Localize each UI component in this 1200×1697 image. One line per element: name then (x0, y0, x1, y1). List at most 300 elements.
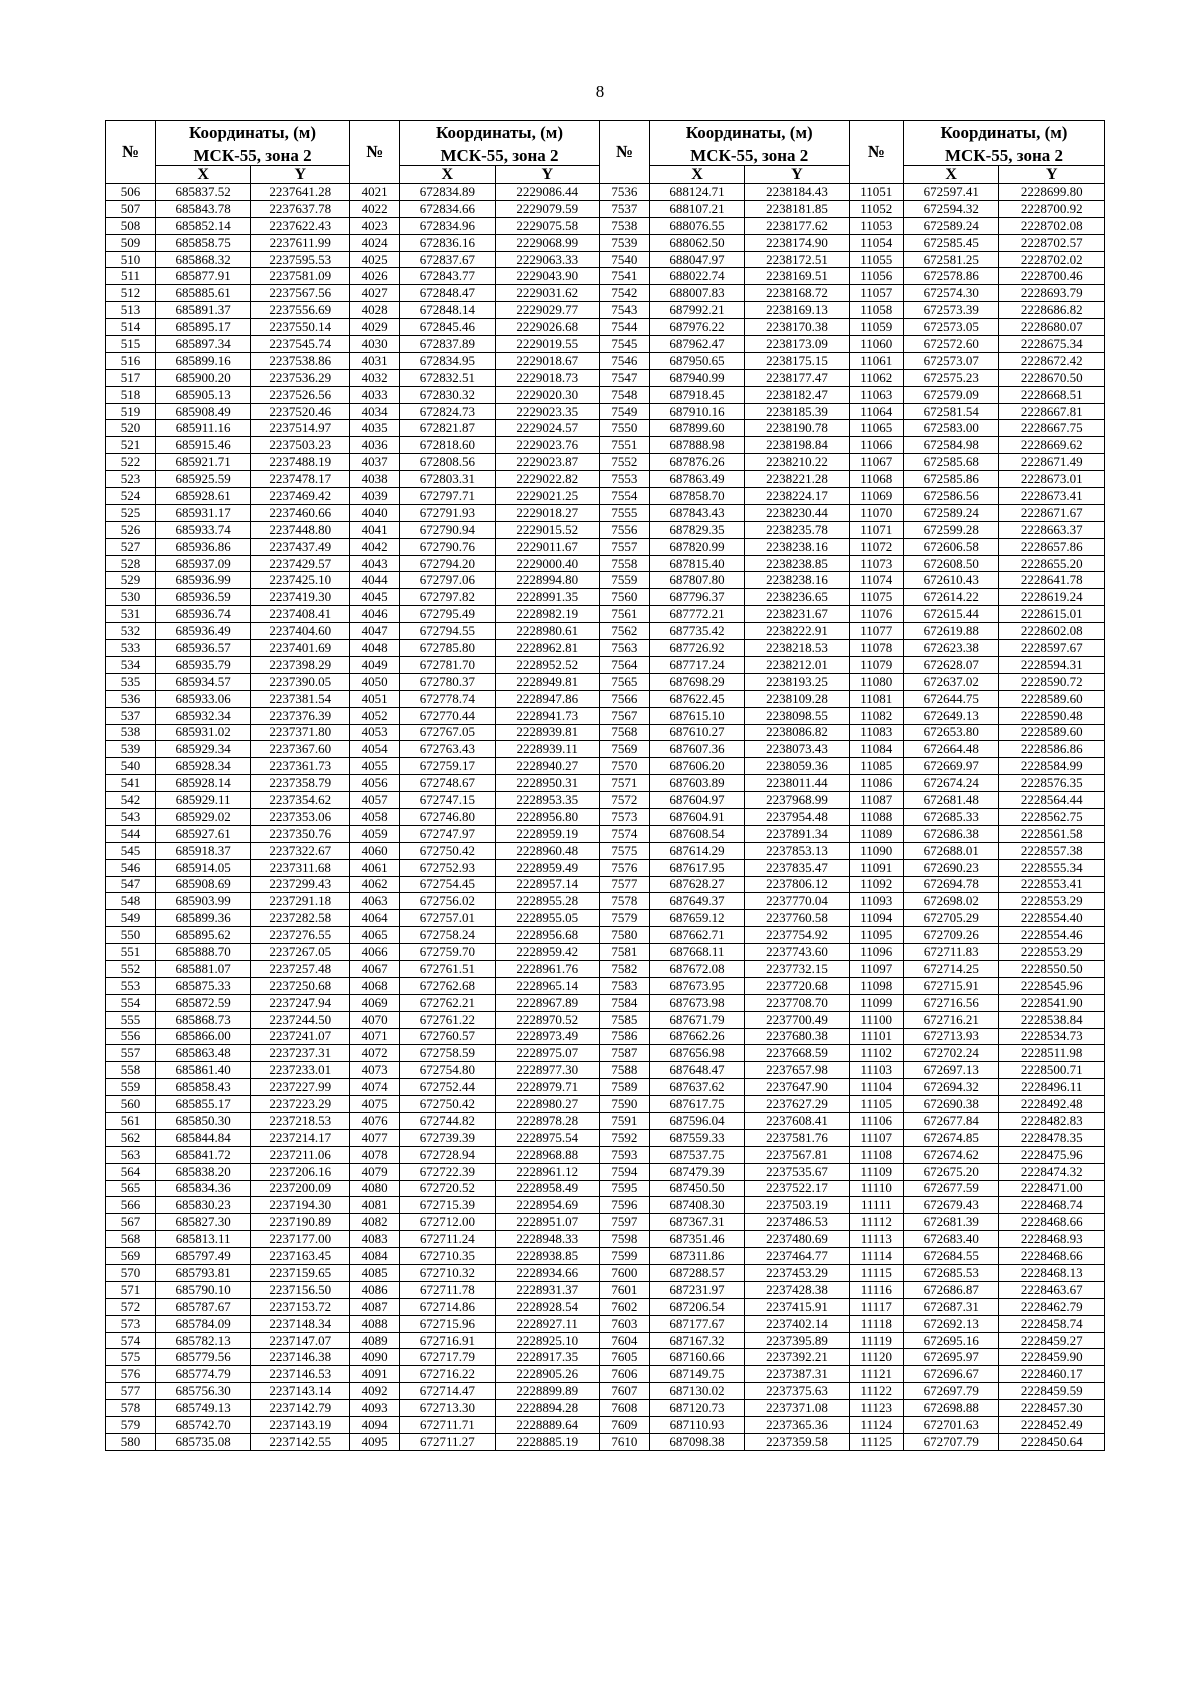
point-number: 518 (106, 386, 156, 403)
x-coordinate: 687648.47 (649, 1062, 744, 1079)
point-number: 536 (106, 690, 156, 707)
y-coordinate: 2228619.24 (999, 589, 1105, 606)
table-row (106, 555, 1105, 572)
x-coordinate: 687950.65 (649, 352, 744, 369)
point-number: 538 (106, 724, 156, 741)
table-row (106, 1214, 1105, 1231)
x-coordinate: 672763.43 (400, 741, 495, 758)
y-coordinate: 2228928.54 (495, 1298, 599, 1315)
y-coordinate: 2228951.07 (495, 1214, 599, 1231)
y-coordinate: 2228693.79 (999, 285, 1105, 302)
x-coordinate: 685899.36 (155, 910, 250, 927)
table-header (106, 121, 1105, 184)
point-number: 7582 (599, 960, 649, 977)
point-number: 11108 (849, 1146, 903, 1163)
table-row (106, 471, 1105, 488)
x-coordinate: 687177.67 (649, 1315, 744, 1332)
y-coordinate: 2228979.71 (495, 1079, 599, 1096)
y-coordinate: 2228700.92 (999, 200, 1105, 217)
x-coordinate: 687899.60 (649, 420, 744, 437)
y-coordinate: 2228994.80 (495, 572, 599, 589)
x-coordinate: 672679.43 (903, 1197, 998, 1214)
x-coordinate: 672848.47 (400, 285, 495, 302)
x-coordinate: 685841.72 (155, 1146, 250, 1163)
y-coordinate: 2228669.62 (999, 437, 1105, 454)
table-row (106, 437, 1105, 454)
y-coordinate: 2228899.89 (495, 1383, 599, 1400)
x-coordinate: 687479.39 (649, 1163, 744, 1180)
x-coordinate: 685861.40 (155, 1062, 250, 1079)
coordinates-table (105, 120, 1105, 1451)
y-coordinate: 2237415.91 (745, 1298, 849, 1315)
y-coordinate: 2238238.16 (745, 572, 849, 589)
point-number: 533 (106, 640, 156, 657)
x-coordinate: 685934.57 (155, 673, 250, 690)
point-number: 535 (106, 673, 156, 690)
y-coordinate: 2229079.59 (495, 200, 599, 217)
point-number: 11053 (849, 217, 903, 234)
y-coordinate: 2229043.90 (495, 268, 599, 285)
x-coordinate: 672794.20 (400, 555, 495, 572)
point-number: 7581 (599, 944, 649, 961)
table-row (106, 1062, 1105, 1079)
y-coordinate: 2237146.38 (251, 1349, 350, 1366)
y-coordinate: 2228468.74 (999, 1197, 1105, 1214)
table-row (106, 200, 1105, 217)
x-coordinate: 672711.71 (400, 1417, 495, 1434)
x-coordinate: 687607.36 (649, 741, 744, 758)
point-number: 520 (106, 420, 156, 437)
y-coordinate: 2229068.99 (495, 234, 599, 251)
y-coordinate: 2228686.82 (999, 302, 1105, 319)
y-coordinate: 2228970.52 (495, 1011, 599, 1028)
x-coordinate: 687796.37 (649, 589, 744, 606)
table-row (106, 420, 1105, 437)
y-coordinate: 2237148.34 (251, 1315, 350, 1332)
x-coordinate: 687628.27 (649, 876, 744, 893)
point-number: 4035 (350, 420, 400, 437)
x-coordinate: 672722.39 (400, 1163, 495, 1180)
point-number: 11064 (849, 403, 903, 420)
header-coordinates-title: Координаты, (м) (400, 121, 600, 146)
x-coordinate: 687120.73 (649, 1400, 744, 1417)
x-coordinate: 672711.24 (400, 1231, 495, 1248)
table-body (106, 184, 1105, 1451)
point-number: 7560 (599, 589, 649, 606)
x-coordinate: 672752.44 (400, 1079, 495, 1096)
y-coordinate: 2237480.69 (745, 1231, 849, 1248)
x-coordinate: 687596.04 (649, 1112, 744, 1129)
point-number: 4055 (350, 758, 400, 775)
x-coordinate: 672713.30 (400, 1400, 495, 1417)
point-number: 11104 (849, 1079, 903, 1096)
y-coordinate: 2228673.41 (999, 488, 1105, 505)
table-row (106, 352, 1105, 369)
y-coordinate: 2237464.77 (745, 1248, 849, 1265)
point-number: 4086 (350, 1281, 400, 1298)
point-number: 525 (106, 504, 156, 521)
point-number: 4034 (350, 403, 400, 420)
x-coordinate: 687858.70 (649, 488, 744, 505)
point-number: 11051 (849, 184, 903, 201)
y-coordinate: 2237367.60 (251, 741, 350, 758)
y-coordinate: 2228538.84 (999, 1011, 1105, 1028)
x-coordinate: 685774.79 (155, 1366, 250, 1383)
x-coordinate: 685911.16 (155, 420, 250, 437)
y-coordinate: 2237291.18 (251, 893, 350, 910)
header-coordinates-title: Координаты, (м) (649, 121, 849, 146)
x-coordinate: 687668.11 (649, 944, 744, 961)
y-coordinate: 2228961.12 (495, 1163, 599, 1180)
x-coordinate: 685895.62 (155, 927, 250, 944)
x-coordinate: 687367.31 (649, 1214, 744, 1231)
y-coordinate: 2228474.32 (999, 1163, 1105, 1180)
x-coordinate: 685918.37 (155, 842, 250, 859)
point-number: 7543 (599, 302, 649, 319)
x-coordinate: 672644.75 (903, 690, 998, 707)
x-coordinate: 687160.66 (649, 1349, 744, 1366)
x-coordinate: 687820.99 (649, 538, 744, 555)
point-number: 11069 (849, 488, 903, 505)
y-coordinate: 2228955.28 (495, 893, 599, 910)
header-coordinates-title: Координаты, (м) (903, 121, 1104, 146)
x-coordinate: 685888.70 (155, 944, 250, 961)
x-coordinate: 672690.38 (903, 1096, 998, 1113)
y-coordinate: 2228889.64 (495, 1417, 599, 1434)
point-number: 4058 (350, 808, 400, 825)
x-coordinate: 685813.11 (155, 1231, 250, 1248)
point-number: 573 (106, 1315, 156, 1332)
y-coordinate: 2237322.67 (251, 842, 350, 859)
y-coordinate: 2238168.72 (745, 285, 849, 302)
x-coordinate: 672770.44 (400, 707, 495, 724)
y-coordinate: 2228975.54 (495, 1129, 599, 1146)
x-coordinate: 687815.40 (649, 555, 744, 572)
y-coordinate: 2237641.28 (251, 184, 350, 201)
header-x: X (903, 166, 998, 184)
y-coordinate: 2228939.81 (495, 724, 599, 741)
point-number: 508 (106, 217, 156, 234)
x-coordinate: 672758.59 (400, 1045, 495, 1062)
y-coordinate: 2228949.81 (495, 673, 599, 690)
y-coordinate: 2237392.21 (745, 1349, 849, 1366)
header-y: Y (999, 166, 1105, 184)
point-number: 7571 (599, 775, 649, 792)
y-coordinate: 2237143.14 (251, 1383, 350, 1400)
y-coordinate: 2228459.90 (999, 1349, 1105, 1366)
table-row (106, 758, 1105, 775)
x-coordinate: 672649.13 (903, 707, 998, 724)
point-number: 4048 (350, 640, 400, 657)
x-coordinate: 672834.89 (400, 184, 495, 201)
point-number: 522 (106, 454, 156, 471)
y-coordinate: 2237503.19 (745, 1197, 849, 1214)
x-coordinate: 687659.12 (649, 910, 744, 927)
y-coordinate: 2228700.46 (999, 268, 1105, 285)
point-number: 519 (106, 403, 156, 420)
x-coordinate: 672757.01 (400, 910, 495, 927)
y-coordinate: 2237514.97 (251, 420, 350, 437)
x-coordinate: 685935.79 (155, 656, 250, 673)
x-coordinate: 688007.83 (649, 285, 744, 302)
y-coordinate: 2237657.98 (745, 1062, 849, 1079)
y-coordinate: 2238172.51 (745, 251, 849, 268)
point-number: 4032 (350, 369, 400, 386)
y-coordinate: 2228927.11 (495, 1315, 599, 1332)
y-coordinate: 2238181.85 (745, 200, 849, 217)
point-number: 11112 (849, 1214, 903, 1231)
x-coordinate: 672710.35 (400, 1248, 495, 1265)
header-number: № (849, 121, 903, 184)
x-coordinate: 687450.50 (649, 1180, 744, 1197)
x-coordinate: 687843.43 (649, 504, 744, 521)
y-coordinate: 2238109.28 (745, 690, 849, 707)
point-number: 7550 (599, 420, 649, 437)
x-coordinate: 672834.96 (400, 217, 495, 234)
y-coordinate: 2238184.43 (745, 184, 849, 201)
x-coordinate: 672628.07 (903, 656, 998, 673)
point-number: 11113 (849, 1231, 903, 1248)
point-number: 4054 (350, 741, 400, 758)
x-coordinate: 672747.15 (400, 792, 495, 809)
y-coordinate: 2237190.89 (251, 1214, 350, 1231)
x-coordinate: 688047.97 (649, 251, 744, 268)
point-number: 4021 (350, 184, 400, 201)
table-row (106, 606, 1105, 623)
point-number: 554 (106, 994, 156, 1011)
y-coordinate: 2228668.51 (999, 386, 1105, 403)
x-coordinate: 685834.36 (155, 1180, 250, 1197)
x-coordinate: 685838.20 (155, 1163, 250, 1180)
y-coordinate: 2237700.49 (745, 1011, 849, 1028)
x-coordinate: 685928.61 (155, 488, 250, 505)
x-coordinate: 672720.52 (400, 1180, 495, 1197)
point-number: 11068 (849, 471, 903, 488)
point-number: 11061 (849, 352, 903, 369)
point-number: 7577 (599, 876, 649, 893)
point-number: 4051 (350, 690, 400, 707)
point-number: 11103 (849, 1062, 903, 1079)
point-number: 528 (106, 555, 156, 572)
y-coordinate: 2237708.70 (745, 994, 849, 1011)
y-coordinate: 2237142.79 (251, 1400, 350, 1417)
y-coordinate: 2228511.98 (999, 1045, 1105, 1062)
x-coordinate: 687231.97 (649, 1281, 744, 1298)
y-coordinate: 2238193.25 (745, 673, 849, 690)
x-coordinate: 672606.58 (903, 538, 998, 555)
y-coordinate: 2228885.19 (495, 1433, 599, 1450)
table-row (106, 808, 1105, 825)
y-coordinate: 2228941.73 (495, 707, 599, 724)
y-coordinate: 2228663.37 (999, 521, 1105, 538)
point-number: 11119 (849, 1332, 903, 1349)
y-coordinate: 2228584.99 (999, 758, 1105, 775)
point-number: 565 (106, 1180, 156, 1197)
point-number: 11093 (849, 893, 903, 910)
table-row (106, 640, 1105, 657)
x-coordinate: 685782.13 (155, 1332, 250, 1349)
point-number: 540 (106, 758, 156, 775)
header-coordinate-system: МСК-55, зона 2 (155, 145, 349, 166)
y-coordinate: 2237954.48 (745, 808, 849, 825)
point-number: 569 (106, 1248, 156, 1265)
point-number: 544 (106, 825, 156, 842)
x-coordinate: 672688.01 (903, 842, 998, 859)
x-coordinate: 685756.30 (155, 1383, 250, 1400)
x-coordinate: 687726.92 (649, 640, 744, 657)
x-coordinate: 685914.05 (155, 859, 250, 876)
point-number: 545 (106, 842, 156, 859)
x-coordinate: 685897.34 (155, 336, 250, 353)
point-number: 516 (106, 352, 156, 369)
x-coordinate: 672803.31 (400, 471, 495, 488)
x-coordinate: 687807.80 (649, 572, 744, 589)
y-coordinate: 2228550.50 (999, 960, 1105, 977)
x-coordinate: 672834.66 (400, 200, 495, 217)
table-row (106, 1146, 1105, 1163)
y-coordinate: 2228671.67 (999, 504, 1105, 521)
point-number: 4088 (350, 1315, 400, 1332)
table-row (106, 673, 1105, 690)
y-coordinate: 2237282.58 (251, 910, 350, 927)
x-coordinate: 672619.88 (903, 623, 998, 640)
point-number: 7552 (599, 454, 649, 471)
x-coordinate: 672709.26 (903, 927, 998, 944)
y-coordinate: 2237522.17 (745, 1180, 849, 1197)
header-number: № (106, 121, 156, 184)
x-coordinate: 685908.49 (155, 403, 250, 420)
y-coordinate: 2237556.69 (251, 302, 350, 319)
x-coordinate: 685932.34 (155, 707, 250, 724)
x-coordinate: 687617.75 (649, 1096, 744, 1113)
x-coordinate: 672599.28 (903, 521, 998, 538)
point-number: 4076 (350, 1112, 400, 1129)
header-y: Y (745, 166, 849, 184)
x-coordinate: 687662.26 (649, 1028, 744, 1045)
y-coordinate: 2228702.02 (999, 251, 1105, 268)
point-number: 4071 (350, 1028, 400, 1045)
point-number: 4040 (350, 504, 400, 521)
point-number: 4026 (350, 268, 400, 285)
x-coordinate: 672716.91 (400, 1332, 495, 1349)
x-coordinate: 687940.99 (649, 369, 744, 386)
point-number: 570 (106, 1265, 156, 1282)
point-number: 4089 (350, 1332, 400, 1349)
table-row (106, 960, 1105, 977)
x-coordinate: 685868.32 (155, 251, 250, 268)
x-coordinate: 672744.82 (400, 1112, 495, 1129)
y-coordinate: 2237359.58 (745, 1433, 849, 1450)
point-number: 7603 (599, 1315, 649, 1332)
x-coordinate: 672710.32 (400, 1265, 495, 1282)
x-coordinate: 687617.95 (649, 859, 744, 876)
point-number: 513 (106, 302, 156, 319)
point-number: 561 (106, 1112, 156, 1129)
point-number: 523 (106, 471, 156, 488)
x-coordinate: 672715.39 (400, 1197, 495, 1214)
y-coordinate: 2237754.92 (745, 927, 849, 944)
x-coordinate: 687717.24 (649, 656, 744, 673)
x-coordinate: 672713.93 (903, 1028, 998, 1045)
point-number: 4060 (350, 842, 400, 859)
point-number: 7604 (599, 1332, 649, 1349)
point-number: 11111 (849, 1197, 903, 1214)
x-coordinate: 685844.84 (155, 1129, 250, 1146)
point-number: 7591 (599, 1112, 649, 1129)
point-number: 7578 (599, 893, 649, 910)
point-number: 7589 (599, 1079, 649, 1096)
x-coordinate: 688124.71 (649, 184, 744, 201)
x-coordinate: 672707.79 (903, 1433, 998, 1450)
x-coordinate: 672608.50 (903, 555, 998, 572)
point-number: 4028 (350, 302, 400, 319)
y-coordinate: 2228468.66 (999, 1214, 1105, 1231)
point-number: 11073 (849, 555, 903, 572)
y-coordinate: 2237401.69 (251, 640, 350, 657)
y-coordinate: 2237299.43 (251, 876, 350, 893)
table-row (106, 825, 1105, 842)
table-row (106, 741, 1105, 758)
x-coordinate: 687606.20 (649, 758, 744, 775)
y-coordinate: 2228975.07 (495, 1045, 599, 1062)
table-row (106, 1248, 1105, 1265)
point-number: 553 (106, 977, 156, 994)
y-coordinate: 2237218.53 (251, 1112, 350, 1129)
x-coordinate: 685936.86 (155, 538, 250, 555)
x-coordinate: 672698.02 (903, 893, 998, 910)
point-number: 558 (106, 1062, 156, 1079)
x-coordinate: 672692.13 (903, 1315, 998, 1332)
point-number: 562 (106, 1129, 156, 1146)
table-row (106, 1433, 1105, 1450)
point-number: 11080 (849, 673, 903, 690)
point-number: 11115 (849, 1265, 903, 1282)
x-coordinate: 685900.20 (155, 369, 250, 386)
x-coordinate: 672818.60 (400, 437, 495, 454)
point-number: 7554 (599, 488, 649, 505)
y-coordinate: 2237428.38 (745, 1281, 849, 1298)
table-row (106, 1129, 1105, 1146)
x-coordinate: 672797.06 (400, 572, 495, 589)
x-coordinate: 687537.75 (649, 1146, 744, 1163)
y-coordinate: 2228554.46 (999, 927, 1105, 944)
x-coordinate: 672677.59 (903, 1180, 998, 1197)
y-coordinate: 2228482.83 (999, 1112, 1105, 1129)
header-coordinate-system: МСК-55, зона 2 (649, 145, 849, 166)
table-row (106, 454, 1105, 471)
y-coordinate: 2237581.09 (251, 268, 350, 285)
y-coordinate: 2228952.52 (495, 656, 599, 673)
y-coordinate: 2237381.54 (251, 690, 350, 707)
point-number: 7588 (599, 1062, 649, 1079)
y-coordinate: 2228562.75 (999, 808, 1105, 825)
y-coordinate: 2228496.11 (999, 1079, 1105, 1096)
x-coordinate: 672686.87 (903, 1281, 998, 1298)
point-number: 7566 (599, 690, 649, 707)
y-coordinate: 2229018.73 (495, 369, 599, 386)
y-coordinate: 2237760.58 (745, 910, 849, 927)
point-number: 7598 (599, 1231, 649, 1248)
x-coordinate: 687672.08 (649, 960, 744, 977)
point-number: 11079 (849, 656, 903, 673)
x-coordinate: 672681.39 (903, 1214, 998, 1231)
y-coordinate: 2228673.01 (999, 471, 1105, 488)
x-coordinate: 672695.97 (903, 1349, 998, 1366)
y-coordinate: 2237408.41 (251, 606, 350, 623)
point-number: 4024 (350, 234, 400, 251)
y-coordinate: 2237567.81 (745, 1146, 849, 1163)
x-coordinate: 687673.95 (649, 977, 744, 994)
